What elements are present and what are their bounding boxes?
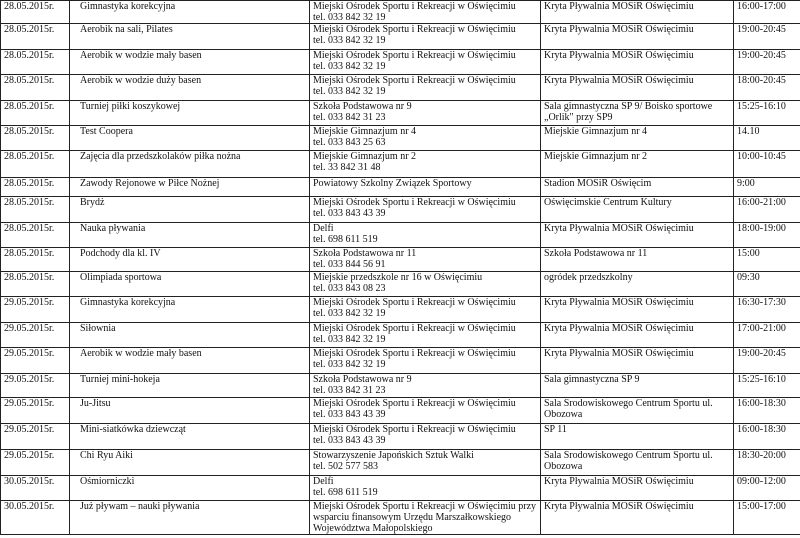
table-row xyxy=(1,374,800,398)
place-cell: Miejskie Gimnazjum nr 4 xyxy=(541,126,734,151)
place-cell: Kryta Pływalnia MOSiR Oświęcimiu xyxy=(541,323,734,348)
organizer-phone: tel. 033 843 08 23 xyxy=(313,283,386,294)
organizer-name: Szkoła Podstawowa nr 9 xyxy=(313,374,412,385)
organizer-cell xyxy=(310,476,541,501)
organizer-phone: tel. 033 842 32 19 xyxy=(313,35,386,46)
organizer-cell xyxy=(310,1,541,24)
organizer-cell xyxy=(310,272,541,297)
date-cell: 28.05.2015r. xyxy=(1,101,70,126)
place-cell: Kryta Pływalnia MOSiR Oświęcimiu xyxy=(541,1,734,24)
place-cell: Kryta Pływalnia MOSiR Oświęcimiu xyxy=(541,75,734,101)
activity-cell: Już pływam – nauki pływania xyxy=(70,501,310,535)
organizer-cell xyxy=(310,398,541,424)
organizer-cell xyxy=(310,450,541,476)
place-cell: SP 11 xyxy=(541,424,734,450)
place-cell: Kryta Pływalnia MOSiR Oświęcimiu xyxy=(541,476,734,501)
organizer-name: Szkoła Podstawowa nr 9 xyxy=(313,101,412,112)
date-cell: 28.05.2015r. xyxy=(1,75,70,101)
organizer-phone: tel. 033 842 32 19 xyxy=(313,308,386,319)
time-cell: 18:00-20:45 xyxy=(734,75,800,101)
organizer-name: Miejski Ośrodek Sportu i Rekreacji w Oświęcimiu przy wsparciu finansowym Urzędu Marszałkowskiego Województwa Małopolskiego xyxy=(313,501,537,534)
organizer-cell xyxy=(310,24,541,50)
table-row xyxy=(1,24,800,50)
organizer-cell xyxy=(310,151,541,178)
table-row xyxy=(1,424,800,450)
place-cell: Stadion MOSiR Oświęcim xyxy=(541,178,734,197)
organizer-name: Miejskie Gimnazjum nr 4 xyxy=(313,126,417,137)
activity-cell: Aerobik w wodzie duży basen xyxy=(70,75,310,101)
organizer-phone: tel. 033 844 56 91 xyxy=(313,259,386,270)
organizer-phone: tel. 33 842 31 48 xyxy=(313,162,381,173)
activity-cell: Chi Ryu Aiki xyxy=(70,450,310,476)
organizer-cell xyxy=(310,75,541,101)
date-cell: 29.05.2015r. xyxy=(1,297,70,323)
date-cell: 29.05.2015r. xyxy=(1,450,70,476)
date-cell: 28.05.2015r. xyxy=(1,178,70,197)
table-row xyxy=(1,248,800,272)
place-cell: Szkoła Podstawowa nr 11 xyxy=(541,248,734,272)
activity-cell: Zajęcia dla przedszkolaków piłka nożna xyxy=(70,151,310,178)
activity-cell: Gimnastyka korekcyjna xyxy=(70,1,310,24)
date-cell: 28.05.2015r. xyxy=(1,248,70,272)
time-cell: 15:00-17:00 xyxy=(734,501,800,535)
time-cell: 19:00-20:45 xyxy=(734,348,800,374)
table-row xyxy=(1,126,800,151)
activity-cell: Brydż xyxy=(70,197,310,223)
date-cell: 28.05.2015r. xyxy=(1,24,70,50)
organizer-cell xyxy=(310,126,541,151)
organizer-cell xyxy=(310,297,541,323)
activity-cell: Siłownia xyxy=(70,323,310,348)
place-cell: Sala Środowiskowego Centrum Sportu ul. Obozowa xyxy=(541,450,734,476)
organizer-phone: tel. 033 843 25 63 xyxy=(313,137,386,148)
time-cell: 17:00-21:00 xyxy=(734,323,800,348)
time-cell: 18:00-19:00 xyxy=(734,223,800,248)
activity-cell: Turniej piłki koszykowej xyxy=(70,101,310,126)
place-cell: Sala gimnastyczna SP 9/ Boisko sportowe „Orlik" przy SP9 xyxy=(541,101,734,126)
organizer-name: Miejski Ośrodek Sportu i Rekreacji w Oświęcimiu xyxy=(313,50,516,61)
organizer-phone: tel. 033 842 32 19 xyxy=(313,359,386,370)
activity-cell: Test Coopera xyxy=(70,126,310,151)
time-cell: 16:00-18:30 xyxy=(734,398,800,424)
date-cell: 28.05.2015r. xyxy=(1,272,70,297)
table-row xyxy=(1,501,800,535)
table-row xyxy=(1,348,800,374)
table-row xyxy=(1,398,800,424)
time-cell: 16:00-21:00 xyxy=(734,197,800,223)
place-cell: Miejskie Gimnazjum nr 2 xyxy=(541,151,734,178)
time-cell: 10:00-10:45 xyxy=(734,151,800,178)
table-row xyxy=(1,323,800,348)
time-cell: 19:00-20:45 xyxy=(734,50,800,75)
organizer-cell xyxy=(310,374,541,398)
organizer-phone: tel. 033 842 32 19 xyxy=(313,12,386,23)
date-cell: 28.05.2015r. xyxy=(1,151,70,178)
organizer-name: Delfi xyxy=(313,223,334,234)
organizer-name: Powiatowy Szkolny Związek Sportowy xyxy=(313,178,472,189)
date-cell: 30.05.2015r. xyxy=(1,476,70,501)
organizer-name: Miejski Ośrodek Sportu i Rekreacji w Oświęcimiu xyxy=(313,424,516,435)
table-row xyxy=(1,50,800,75)
place-cell: ogródek przedszkolny xyxy=(541,272,734,297)
organizer-phone: tel. 698 611 519 xyxy=(313,234,378,245)
activity-cell: Aerobik w wodzie mały basen xyxy=(70,50,310,75)
time-cell: 9:00 xyxy=(734,178,800,197)
activity-cell: Aerobik na sali, Pilates xyxy=(70,24,310,50)
table-row xyxy=(1,75,800,101)
organizer-cell xyxy=(310,323,541,348)
organizer-phone: tel. 502 577 583 xyxy=(313,461,378,472)
table-row xyxy=(1,178,800,197)
organizer-phone: tel. 698 611 519 xyxy=(313,487,378,498)
date-cell: 28.05.2015r. xyxy=(1,197,70,223)
organizer-name: Miejski Ośrodek Sportu i Rekreacji w Oświęcimiu xyxy=(313,24,516,35)
organizer-name: Miejski Ośrodek Sportu i Rekreacji w Oświęcimiu xyxy=(313,75,516,86)
time-cell: 09:00-12:00 xyxy=(734,476,800,501)
organizer-phone: tel. 033 842 32 19 xyxy=(313,61,386,72)
table-row xyxy=(1,151,800,178)
activity-cell: Olimpiada sportowa xyxy=(70,272,310,297)
table-row xyxy=(1,197,800,223)
organizer-name: Miejski Ośrodek Sportu i Rekreacji w Oświęcimiu xyxy=(313,197,516,208)
place-cell: Oświęcimskie Centrum Kultury xyxy=(541,197,734,223)
place-cell: Sala gimnastyczna SP 9 xyxy=(541,374,734,398)
activity-cell: Mini-siatkówka dziewcząt xyxy=(70,424,310,450)
table-row xyxy=(1,297,800,323)
table-row xyxy=(1,476,800,501)
organizer-cell xyxy=(310,178,541,197)
activity-cell: Ośmiorniczki xyxy=(70,476,310,501)
activity-cell: Zawody Rejonowe w Piłce Nożnej xyxy=(70,178,310,197)
organizer-cell xyxy=(310,424,541,450)
organizer-name: Miejski Ośrodek Sportu i Rekreacji w Oświęcimiu xyxy=(313,398,516,409)
organizer-name: Stowarzyszenie Japońskich Sztuk Walki xyxy=(313,450,474,461)
organizer-cell xyxy=(310,348,541,374)
place-cell: Kryta Pływalnia MOSiR Oświęcimiu xyxy=(541,297,734,323)
organizer-cell xyxy=(310,223,541,248)
table-row xyxy=(1,101,800,126)
time-cell: 16:00-17:00 xyxy=(734,1,800,24)
activity-cell: Podchody dla kl. IV xyxy=(70,248,310,272)
table-row xyxy=(1,223,800,248)
time-cell: 16:00-18:30 xyxy=(734,424,800,450)
time-cell: 18:30-20:00 xyxy=(734,450,800,476)
table-row xyxy=(1,1,800,24)
place-cell: Kryta Pływalnia MOSiR Oświęcimiu xyxy=(541,50,734,75)
schedule-body xyxy=(1,1,800,535)
time-cell: 14.10 xyxy=(734,126,800,151)
table-row xyxy=(1,450,800,476)
organizer-name: Miejski Ośrodek Sportu i Rekreacji w Oświęcimiu xyxy=(313,1,516,12)
date-cell: 30.05.2015r. xyxy=(1,501,70,535)
organizer-cell xyxy=(310,501,541,535)
organizer-name: Miejski Ośrodek Sportu i Rekreacji w Oświęcimiu xyxy=(313,348,516,359)
date-cell: 28.05.2015r. xyxy=(1,126,70,151)
place-cell: Sala Środowiskowego Centrum Sportu ul. Obozowa xyxy=(541,398,734,424)
date-cell: 28.05.2015r. xyxy=(1,223,70,248)
time-cell: 15:25-16:10 xyxy=(734,374,800,398)
activity-cell: Turniej mini-hokeja xyxy=(70,374,310,398)
organizer-name: Miejskie Gimnazjum nr 2 xyxy=(313,151,417,162)
organizer-name: Miejskie przedszkole nr 16 w Oświęcimiu xyxy=(313,272,483,283)
activity-cell: Gimnastyka korekcyjna xyxy=(70,297,310,323)
place-cell: Kryta Pływalnia MOSiR Oświęcimiu xyxy=(541,24,734,50)
organizer-cell xyxy=(310,101,541,126)
organizer-cell xyxy=(310,248,541,272)
organizer-phone: tel. 033 843 43 39 xyxy=(313,208,386,219)
time-cell: 15:25-16:10 xyxy=(734,101,800,126)
date-cell: 29.05.2015r. xyxy=(1,323,70,348)
time-cell: 16:30-17:30 xyxy=(734,297,800,323)
organizer-phone: tel. 033 842 31 23 xyxy=(313,385,386,396)
organizer-phone: tel. 033 842 31 23 xyxy=(313,112,386,123)
organizer-phone: tel. 033 842 32 19 xyxy=(313,334,386,345)
activity-cell: Ju-Jitsu xyxy=(70,398,310,424)
organizer-name: Szkoła Podstawowa nr 11 xyxy=(313,248,417,259)
place-cell: Kryta Pływalnia MOSiR Oświęcimiu xyxy=(541,501,734,535)
time-cell: 15:00 xyxy=(734,248,800,272)
organizer-phone: tel. 033 843 43 39 xyxy=(313,409,386,420)
organizer-name: Miejski Ośrodek Sportu i Rekreacji w Oświęcimiu xyxy=(313,323,516,334)
activity-cell: Aerobik w wodzie mały basen xyxy=(70,348,310,374)
organizer-cell xyxy=(310,50,541,75)
date-cell: 29.05.2015r. xyxy=(1,424,70,450)
organizer-phone: tel. 033 842 32 19 xyxy=(313,86,386,97)
organizer-name: Delfi xyxy=(313,476,334,487)
organizer-phone: tel. 033 843 43 39 xyxy=(313,435,386,446)
place-cell: Kryta Pływalnia MOSiR Oświęcimiu xyxy=(541,348,734,374)
date-cell: 29.05.2015r. xyxy=(1,398,70,424)
date-cell: 28.05.2015r. xyxy=(1,50,70,75)
organizer-name: Miejski Ośrodek Sportu i Rekreacji w Oświęcimiu xyxy=(313,297,516,308)
time-cell: 09:30 xyxy=(734,272,800,297)
time-cell: 19:00-20:45 xyxy=(734,24,800,50)
activity-cell: Nauka pływania xyxy=(70,223,310,248)
place-cell: Kryta Pływalnia MOSiR Oświęcimiu xyxy=(541,223,734,248)
date-cell: 28.05.2015r. xyxy=(1,1,70,24)
date-cell: 29.05.2015r. xyxy=(1,348,70,374)
table-row xyxy=(1,272,800,297)
organizer-cell xyxy=(310,197,541,223)
date-cell: 29.05.2015r. xyxy=(1,374,70,398)
